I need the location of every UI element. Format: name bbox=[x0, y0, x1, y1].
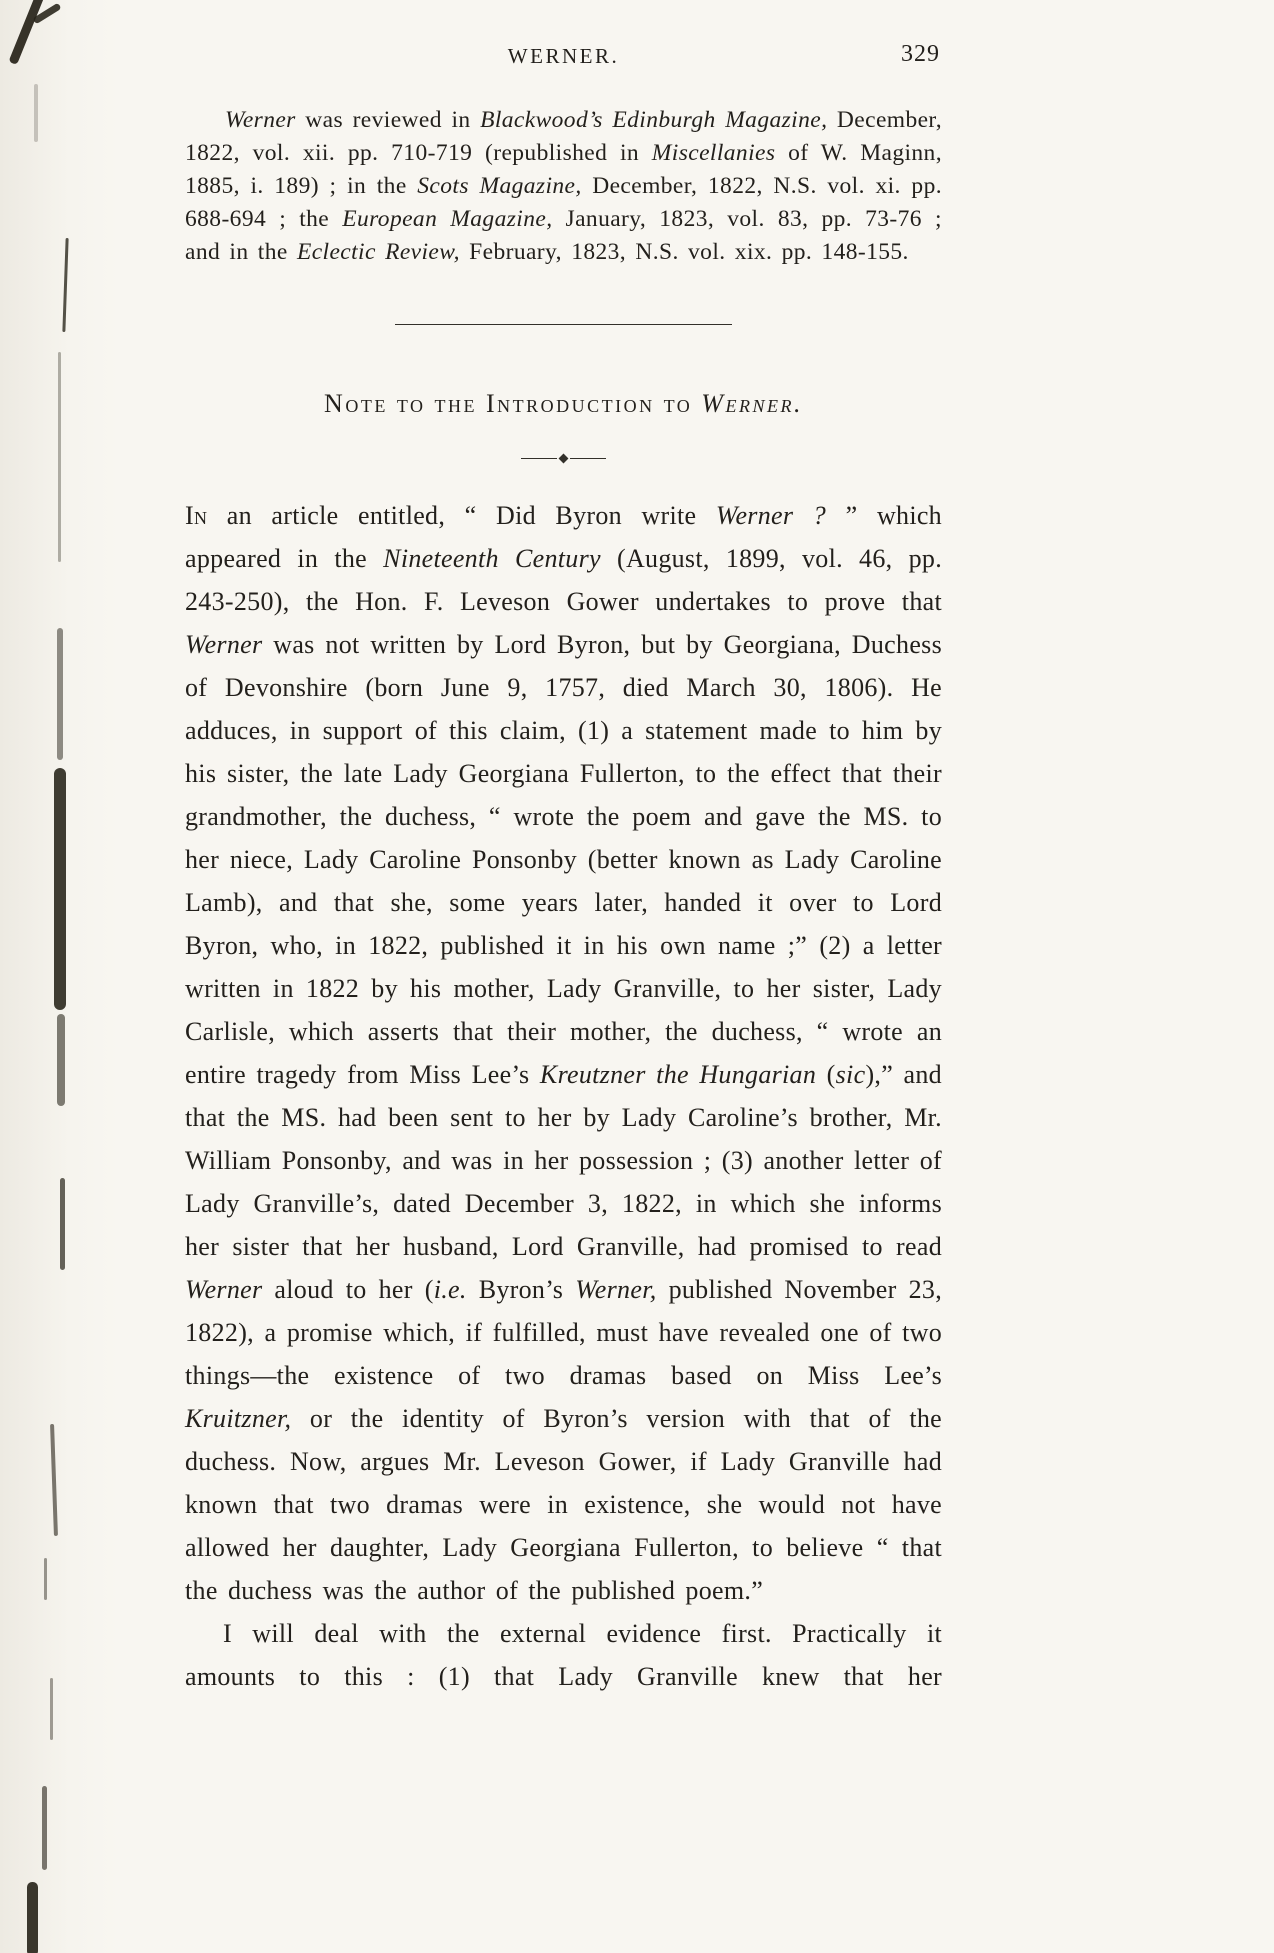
running-title: WERNER. bbox=[507, 44, 620, 68]
scan-artifact bbox=[58, 352, 61, 562]
scan-artifact bbox=[57, 628, 63, 760]
section-heading: Note to the Introduction to Werner. bbox=[324, 389, 803, 418]
page-header bbox=[185, 41, 942, 74]
scan-artifact bbox=[60, 1178, 65, 1270]
scan-artifact bbox=[62, 238, 68, 332]
scan-artifact bbox=[50, 1424, 58, 1536]
scan-artifact bbox=[54, 768, 66, 1010]
scan-artifact bbox=[27, 1882, 38, 1953]
scan-artifact bbox=[8, 0, 44, 65]
scan-artifact bbox=[42, 1786, 47, 1870]
diamond-icon bbox=[559, 454, 569, 464]
scan-artifact bbox=[44, 1558, 47, 1600]
page-number: 329 bbox=[901, 41, 940, 67]
ornament-line bbox=[521, 458, 557, 460]
scan-artifact bbox=[34, 84, 38, 142]
ornament-line bbox=[570, 458, 606, 460]
text-block bbox=[185, 0, 942, 1698]
scan-artifact bbox=[57, 1014, 65, 1106]
section-divider-rule bbox=[395, 324, 732, 325]
ornament-divider bbox=[516, 455, 612, 462]
review-paragraph: Werner was reviewed in Blackwood’s Edinburgh Magazine, December, 1822, vol. xii. pp. 710-719 (republished in Miscellanies of W. Maginn, 1885, i. 189) ; in the Scots Magazine, December, 1822, N.S. vol. xi. pp. 688-694 ; the European Magazine, January, 1823, vol. 83, pp. 73-76 ; and in the Eclectic Review, February, 1823, N.S. vol. xix. pp. 148-155. bbox=[185, 107, 942, 265]
closing-paragraph: I will deal with the external evidence first. Practically it amounts to this : (1) that Lady Granville knew that her bbox=[185, 1619, 942, 1691]
main-paragraph: In an article entitled, “ Did Byron write Werner ? ” which appeared in the Nineteenth Century (August, 1899, vol. 46, pp. 243-250), the Hon. F. Leveson Gower undertakes to prove that Werner was not written by Lord Byron, but by Georgiana, Duchess of Devonshire (born June 9, 1757, died March 30, 1806). He adduces, in support of this claim, (1) a statement made to him by his sister, the late Lady Georgiana Fullerton, to the effect that their grandmother, the duchess, “ wrote the poem and gave the MS. to her niece, Lady Caroline Ponsonby (better known as Lady Caroline Lamb), and that she, some years later, handed it over to Lord Byron, who, in 1822, published it in his own name ;” (2) a letter written in 1822 by his mother, Lady Granville, to her sister, Lady Carlisle, which asserts that their mother, the duchess, “ wrote an entire tragedy from Miss Lee’s Kreutzner the Hungarian (sic),” and that the MS. had been sent to her by Lady Caroline’s brother, Mr. William Ponsonby, and was in her possession ; (3) another letter of Lady Granville’s, dated December 3, 1822, in which she informs her sister that her husband, Lord Granville, had promised to read Werner aloud to her (i.e. Byron’s Werner, published November 23, 1822), a promise which, if fulfilled, must have revealed one of two things—the existence of two dramas based on Miss Lee’s Kruitzner, or the identity of Byron’s version with that of the duchess. Now, argues Mr. Leveson Gower, if Lady Granville had known that two dramas were in existence, she would not have allowed her daughter, Lady Georgiana Fullerton, to believe “ that the duchess was the author of the published poem.” bbox=[185, 501, 943, 1605]
scan-artifact bbox=[50, 1678, 53, 1740]
